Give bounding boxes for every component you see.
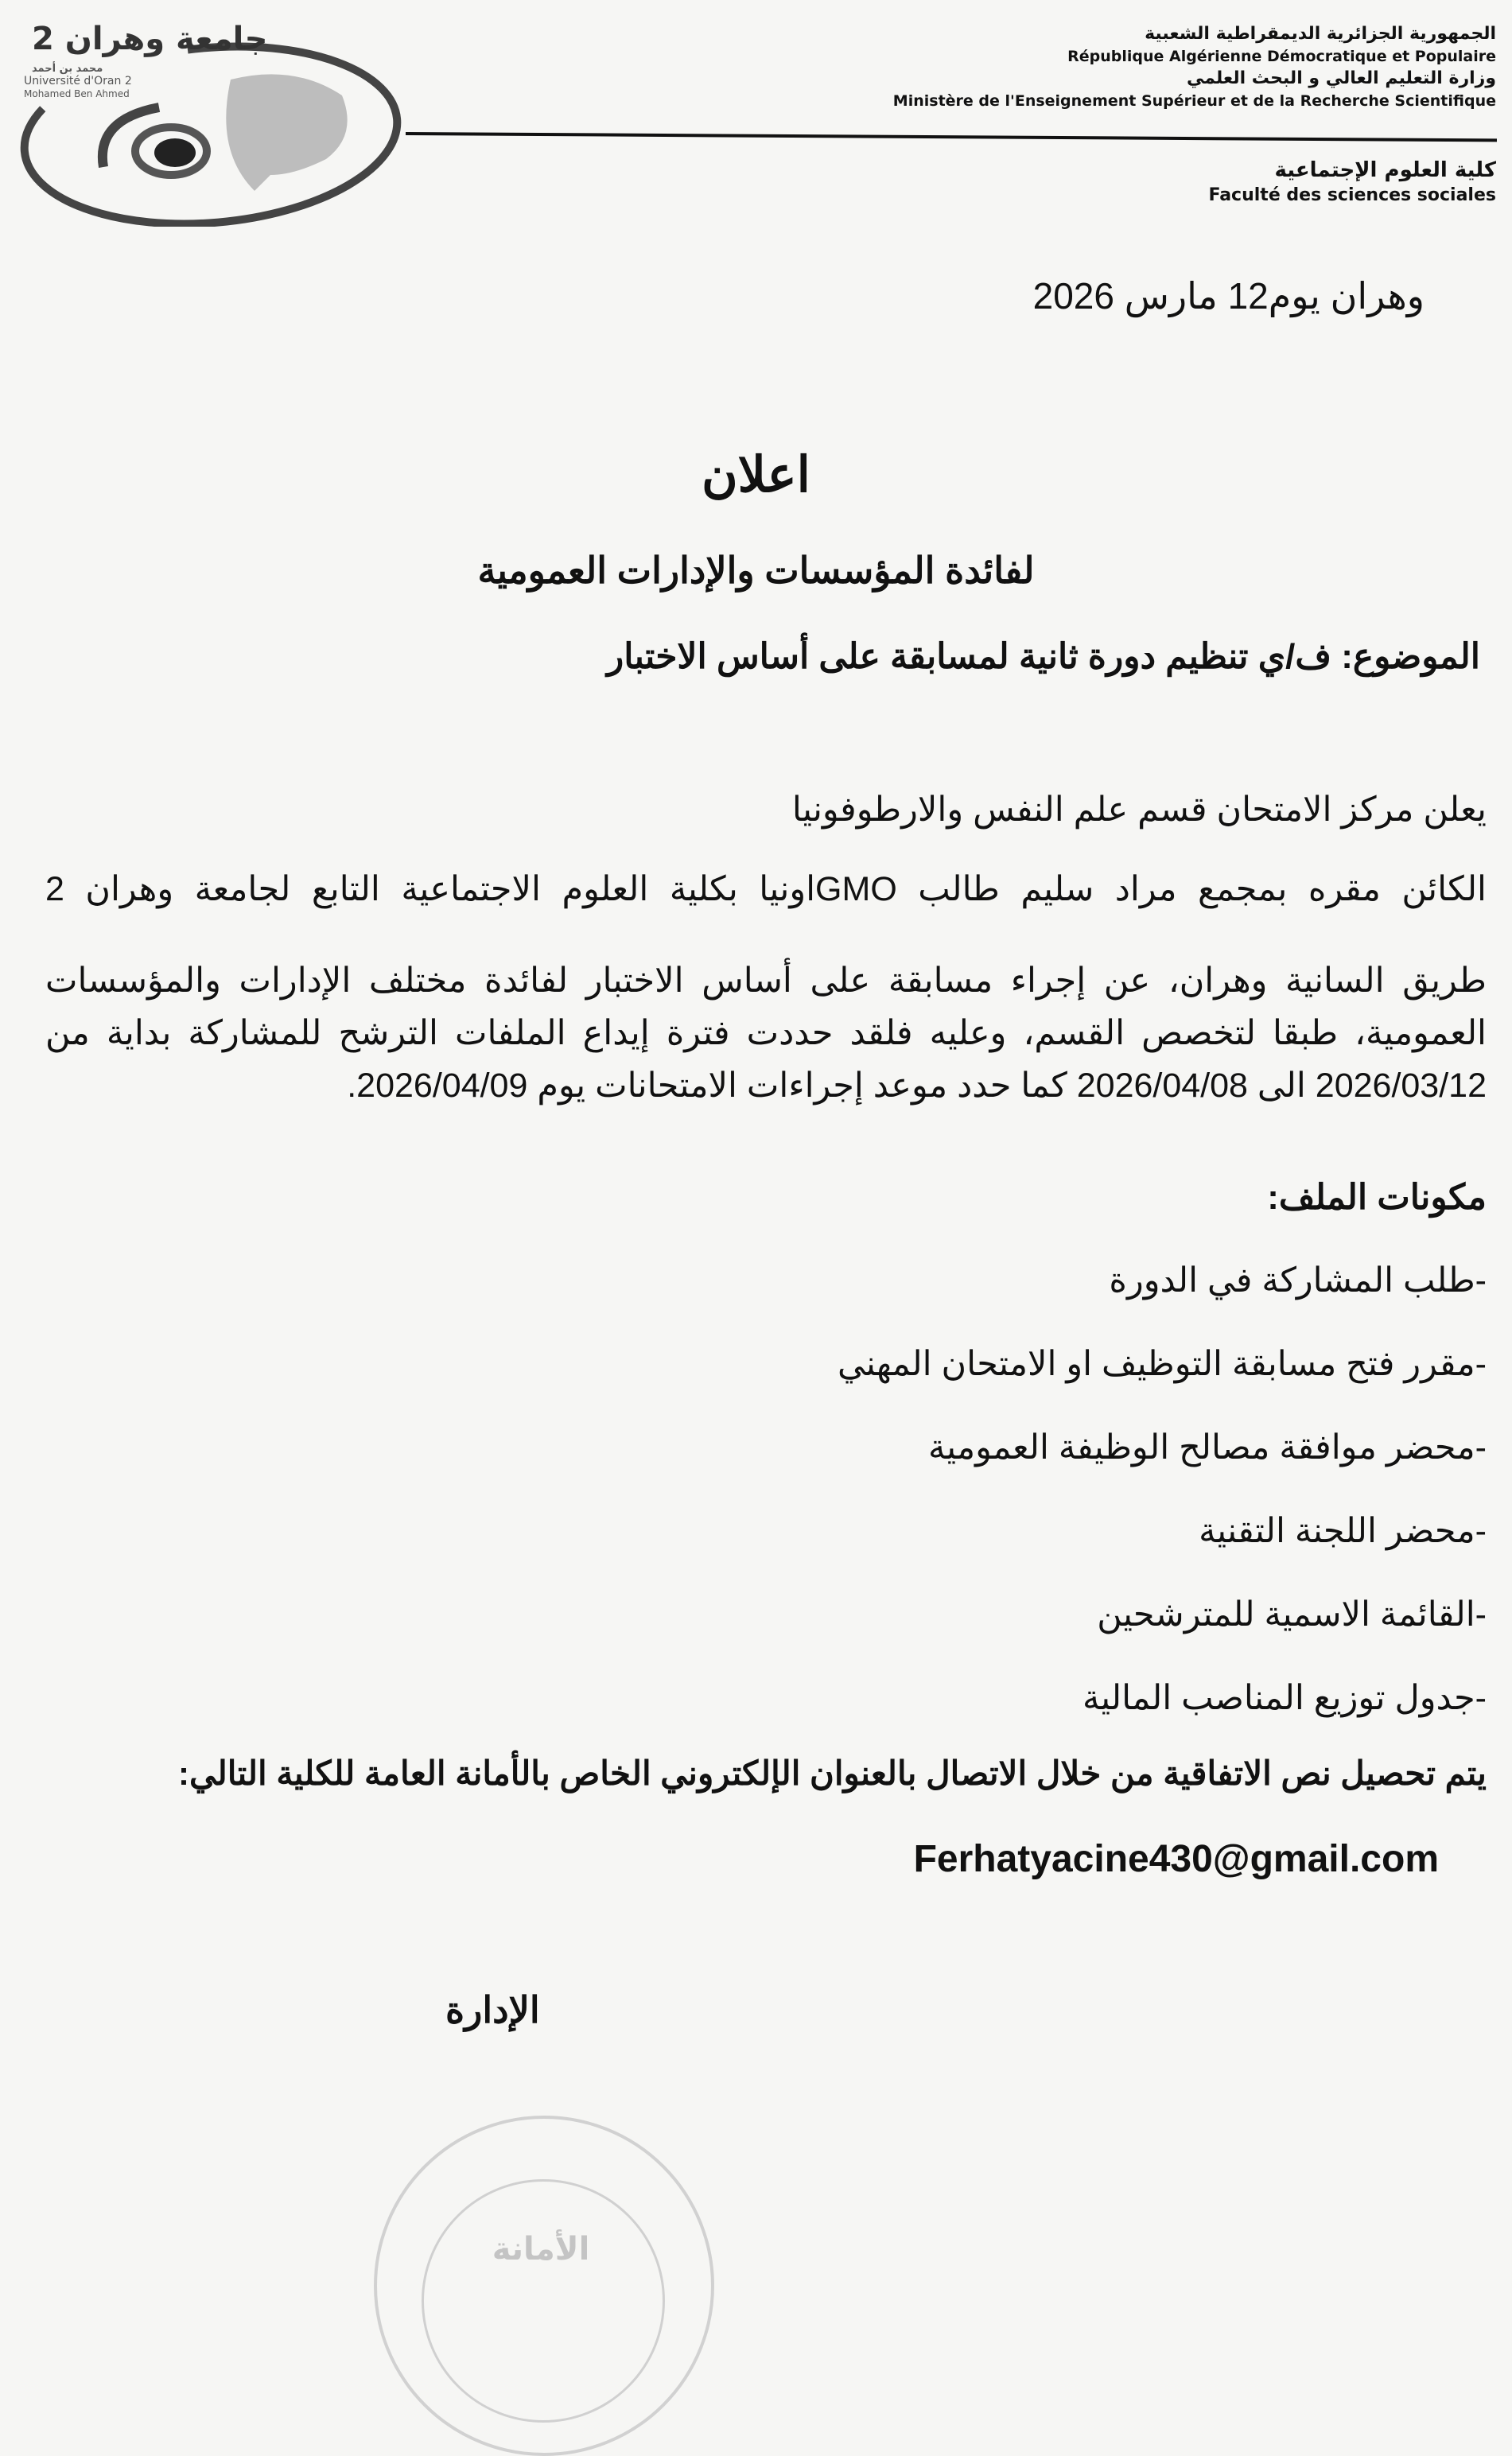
body-paragraph-1: يعلن مركز الامتحان قسم علم النفس والارطوفونيا xyxy=(791,791,1487,829)
page-subtitle: لفائدة المؤسسات والإدارات العمومية xyxy=(477,550,1035,591)
list-item: -جدول توزيع المناصب المالية xyxy=(1082,1679,1487,1717)
list-item: -القائمة الاسمية للمترشحين xyxy=(1097,1595,1487,1634)
svg-text:Mohamed Ben Ahmed: Mohamed Ben Ahmed xyxy=(24,88,130,99)
body-paragraph-3 xyxy=(45,954,1487,1112)
body-paragraph-3-line-2: العمومية، طبقا لتخصص القسم، وعليه فلقد حددت فترة إيداع الملفات الترشح للمشاركة بداية من xyxy=(45,1014,1487,1052)
ministry-french: Ministère de l'Enseignement Supérieur et de la Recherche Scientifique xyxy=(892,92,1496,110)
file-components-title: مكونات الملف: xyxy=(1267,1178,1487,1217)
republic-french: République Algérienne Démocratique et Populaire xyxy=(1067,48,1496,65)
signature-administration: الإدارة xyxy=(445,1989,540,2030)
header-institution xyxy=(828,22,1496,111)
stamp-center-text: الأمانة xyxy=(492,2231,590,2268)
university-logo-icon xyxy=(8,16,410,227)
faculty-arabic: كلية العلوم الإجتماعية xyxy=(1274,158,1496,182)
stamp-inner-ring xyxy=(422,2179,665,2423)
university-logo xyxy=(8,16,410,227)
faculty-block xyxy=(1208,156,1496,207)
subject-line: الموضوع: ف/ي تنظيم دورة ثانية لمسابقة على أساس الاختبار xyxy=(607,637,1480,676)
republic-arabic: الجمهورية الجزائرية الديمقراطية الشعبية xyxy=(1145,24,1496,44)
header-divider xyxy=(406,132,1497,142)
document-date: وهران يوم12 مارس 2026 xyxy=(1032,275,1425,317)
svg-text:جامعة وهران 2: جامعة وهران 2 xyxy=(32,21,268,57)
list-item: -مقرر فتح مسابقة التوظيف او الامتحان المهني xyxy=(838,1345,1487,1383)
svg-text:محمد بن أحمد: محمد بن أحمد xyxy=(32,63,103,75)
body-paragraph-3-line-1: طريق السانية وهران، عن إجراء مسابقة على أساس الاختبار لفائدة مختلف الإدارات والمؤسسات xyxy=(45,962,1487,1000)
list-item: -طلب المشاركة في الدورة xyxy=(1109,1261,1487,1300)
ministry-arabic: وزارة التعليم العالي و البحث العلمي xyxy=(1186,68,1496,88)
page-title: اعلان xyxy=(702,448,810,503)
contact-email-link[interactable]: Ferhatyacine430@gmail.com xyxy=(913,1838,1439,1880)
body-paragraph-3-line-3: 2026/03/12 الى 2026/04/08 كما حدد موعد إجراءات الامتحانات يوم 2026/04/09. xyxy=(347,1067,1487,1105)
svg-text:Université d'Oran 2: Université d'Oran 2 xyxy=(24,75,132,87)
faculty-french: Faculté des sciences sociales xyxy=(1208,185,1496,205)
body-paragraph-2: الكائن مقره بمجمع مراد سليم طالب GMOاونيا بكلية العلوم الاجتماعية التابع لجامعة وهران 2 xyxy=(45,870,1487,908)
contact-instructions: يتم تحصيل نص الاتفاقية من خلال الاتصال بالعنوان الإلكتروني الخاص بالأمانة العامة للكلية التالي: xyxy=(177,1755,1487,1792)
list-item: -محضر اللجنة التقنية xyxy=(1199,1512,1487,1550)
list-item: -محضر موافقة مصالح الوظيفة العمومية xyxy=(928,1428,1487,1467)
